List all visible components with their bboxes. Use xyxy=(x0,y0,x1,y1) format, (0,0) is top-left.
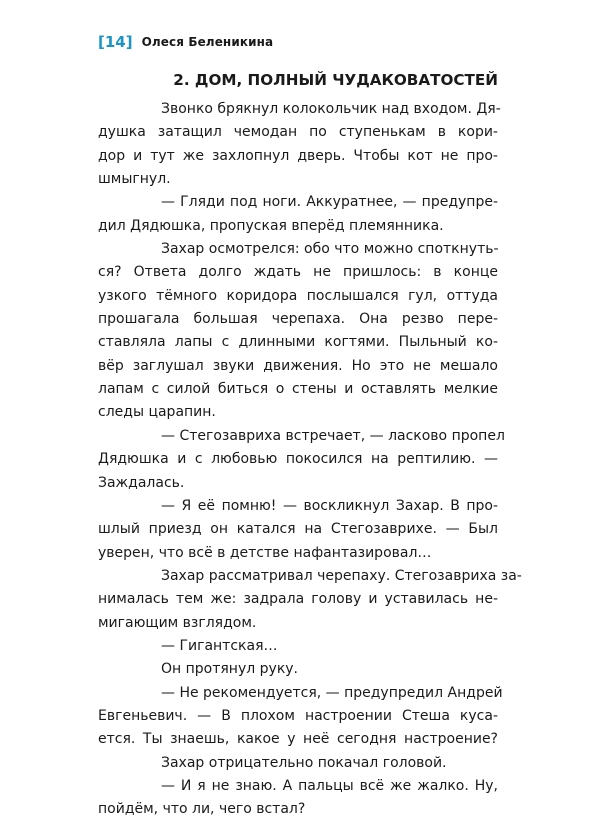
text-line: Захар отрицательно покачал головой. xyxy=(161,754,447,771)
text-line: ется. Ты знаешь, какое у неё сегодня настроение? xyxy=(98,731,498,748)
text-line: ся? Ответа долго ждать не пришлось: в конце xyxy=(98,264,498,281)
text-line: пойдём, что ли, чего встал? xyxy=(98,801,306,818)
text-line: Захар осмотрелся: обо что можно споткнуть- xyxy=(161,241,499,258)
text-line: — И я не знаю. А пальцы всё же жалко. Ну, xyxy=(161,777,498,794)
text-line: Звонко брякнул колокольчик над входом. Дя- xyxy=(161,101,501,117)
body-text xyxy=(98,98,522,822)
text-line: уверен, что всё в детстве нафантазировал… xyxy=(98,544,432,561)
text-line: шмыгнул. xyxy=(98,171,171,188)
text-line: — Гигантская… xyxy=(161,637,278,654)
text-line: лапам с силой биться о стены и оставлять мелкие xyxy=(98,381,498,398)
text-line: следы царапин. xyxy=(98,404,216,421)
text-line: — Не рекомендуется, — предупредил Андрей xyxy=(161,684,503,701)
text-line: — Я её помню! — воскликнул Захар. В про- xyxy=(161,497,498,514)
chapter-title: 2. ДОМ, ПОЛНЫЙ ЧУДАКОВАТОСТЕЙ xyxy=(173,71,498,89)
text-line: ставляла лапы с длинными когтями. Пыльный ко- xyxy=(98,334,498,351)
text-line: Дядюшка и с любовью покосился на рептилию. — xyxy=(98,451,498,468)
text-line: душка затащил чемодан по ступенькам в кори- xyxy=(98,124,498,141)
text-line: — Стегозавриха встречает, — ласково пропел xyxy=(161,427,505,444)
text-line: мигающим взглядом. xyxy=(98,614,257,631)
page-number: [14] xyxy=(98,33,133,51)
text-line: дил Дядюшка, пропуская вперёд племянника. xyxy=(98,217,444,234)
text-line: узкого тёмного коридора послышался гул, оттуда xyxy=(98,287,498,304)
text-line: нималась тем же: задрала голову и уставилась не- xyxy=(98,591,498,608)
text-line: Евгеньевич. — В плохом настроении Стеша куса- xyxy=(98,707,498,724)
running-header xyxy=(98,33,273,51)
text-line: прошагала большая черепаха. Она резво пере- xyxy=(98,311,498,328)
text-line: Он протянул руку. xyxy=(161,661,299,678)
text-line: шлый приезд он катался на Стегозаврихе. — Был xyxy=(98,521,498,538)
author-name: Олеся Беленикина xyxy=(141,35,274,49)
text-line: дор и тут же захлопнул дверь. Чтобы кот не про- xyxy=(98,147,498,164)
text-line: — Гляди под ноги. Аккуратнее, — предупре- xyxy=(161,194,498,211)
text-line: вёр заглушал звуки движения. Но это не мешало xyxy=(98,357,498,374)
text-line: Захар рассматривал черепаху. Стегозавриха за- xyxy=(161,567,522,584)
text-line: Заждалась. xyxy=(98,474,185,491)
